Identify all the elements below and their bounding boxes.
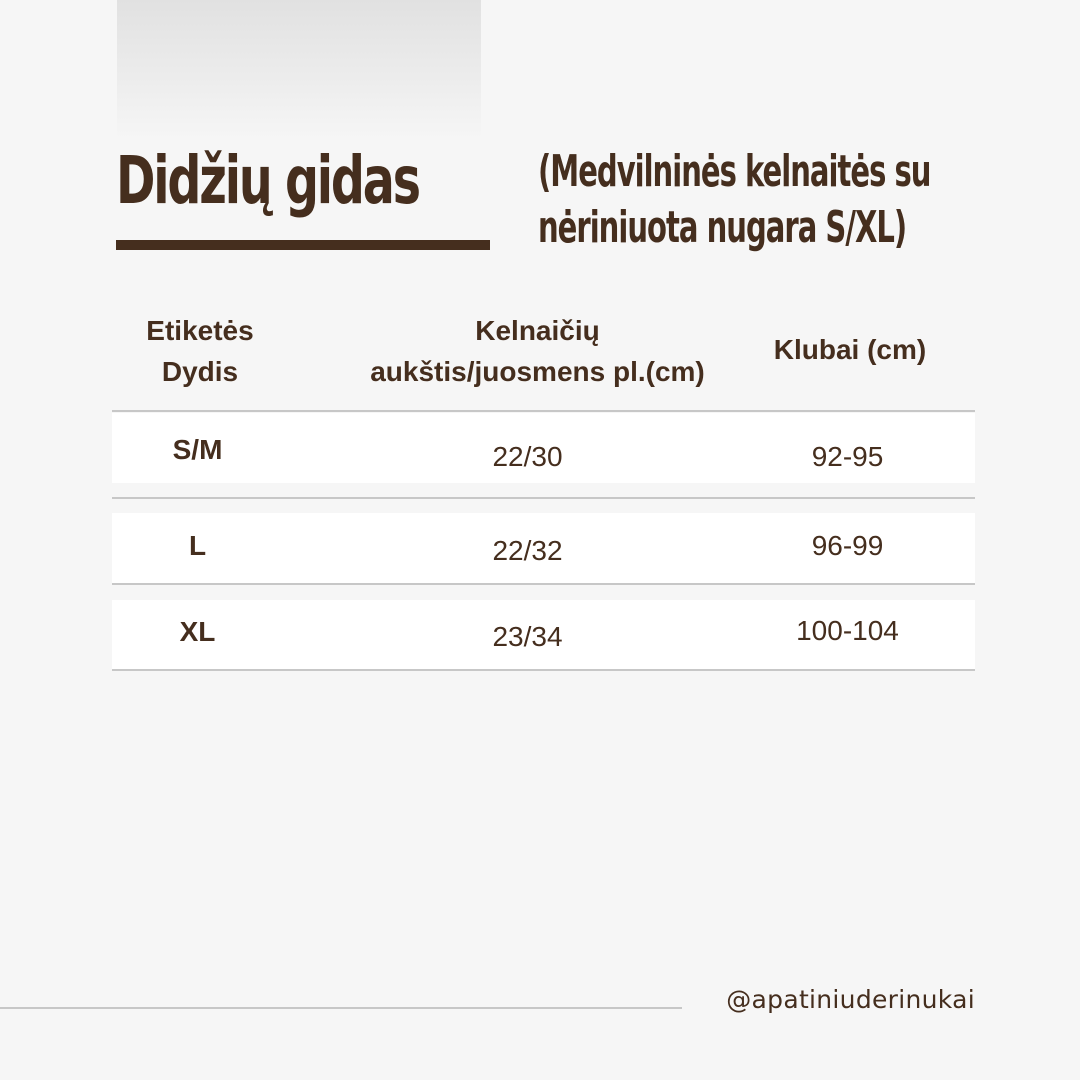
row-divider [112, 497, 975, 499]
title-underline [116, 240, 490, 250]
cell-hips: 100-104 [796, 615, 899, 646]
cell-size: XL [179, 616, 216, 647]
cell-hips: 96-99 [811, 530, 884, 561]
page-title: Didžių gidas [116, 142, 419, 219]
column-header-hips: Klubai (cm) [773, 334, 927, 365]
page-subtitle [538, 144, 930, 256]
cell-height-waist: 22/30 [492, 441, 563, 472]
row-divider [112, 583, 975, 585]
column-header-height-waist [330, 310, 745, 392]
social-handle: @apatiniuderinukai [726, 985, 975, 1014]
subtitle-line-1: (Medvilninės kelnaitės su [538, 146, 931, 197]
header-decoration [117, 0, 481, 140]
column-header-height-waist-line-1: Kelnaičių [475, 315, 600, 346]
cell-height-waist: 23/34 [492, 621, 563, 652]
subtitle-line-2: nėriniuota nugara S/XL) [538, 202, 907, 253]
cell-size: S/M [172, 434, 223, 465]
cell-hips: 92-95 [811, 441, 884, 472]
column-header-size-line-2: Dydis [161, 356, 239, 387]
column-header-size-line-1: Etiketės [146, 315, 254, 346]
column-header-size [120, 310, 280, 392]
cell-height-waist: 22/32 [492, 535, 563, 566]
footer-divider [0, 1007, 682, 1009]
header-divider [112, 410, 975, 412]
row-divider [112, 669, 975, 671]
column-header-height-waist-line-2: aukštis/juosmens pl.(cm) [370, 356, 705, 387]
cell-size: L [188, 530, 207, 561]
